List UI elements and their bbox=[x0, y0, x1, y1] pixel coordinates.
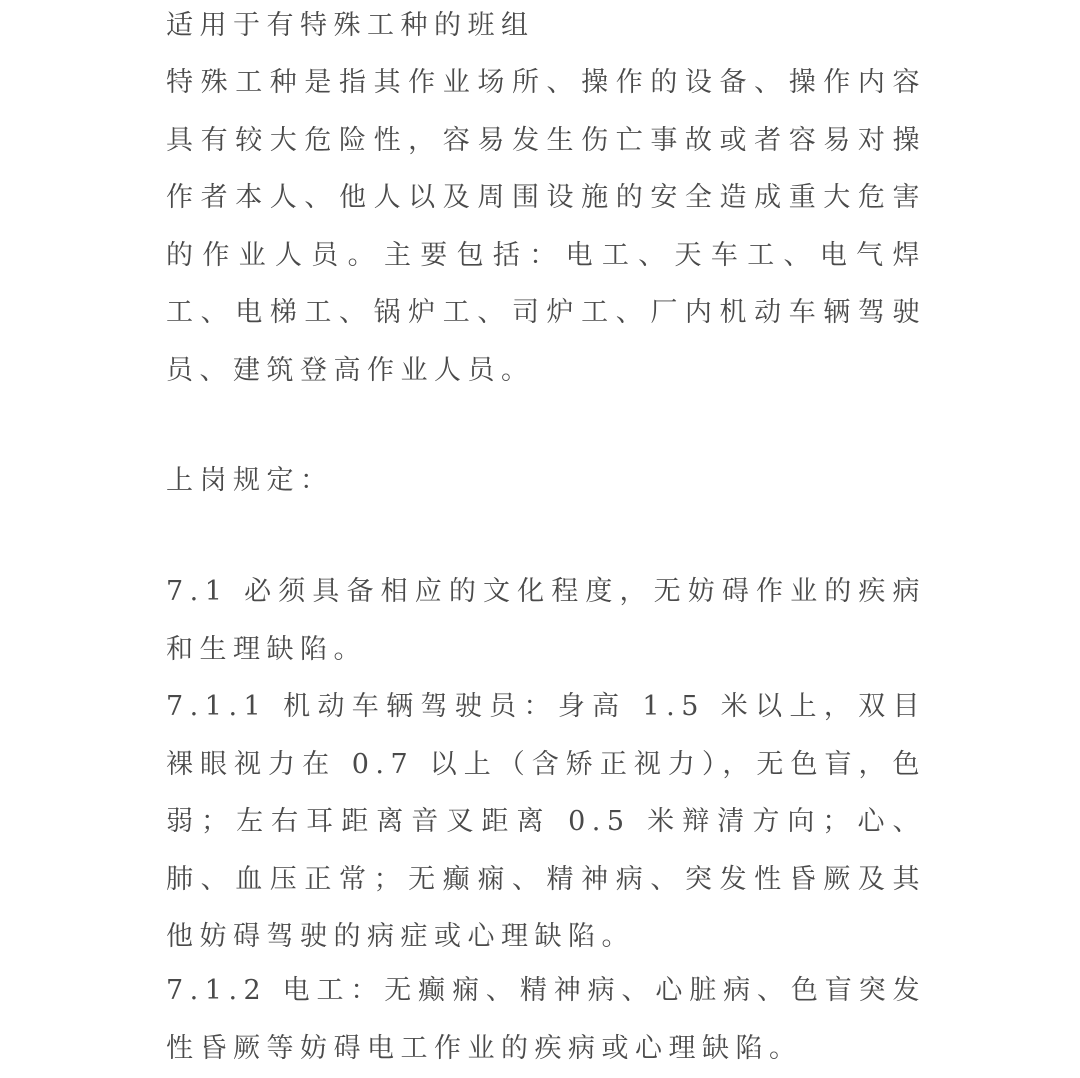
rule-7-1-paragraph: 7.1 必须具备相应的文化程度，无妨碍作业的疾病和生理缺陷。 bbox=[166, 576, 926, 665]
special-trade-definition-paragraph: 特殊工种是指其作业场所、操作的设备、操作内容具有较大危险性，容易发生伤亡事故或者容易对操作者本人、他人以及周围设施的安全造成重大危害的作业人员。主要包括：电工、天车工、电气焊工、电梯工、锅炉工、司炉工、厂内机动车辆驾驶员、建筑登高作业人员。 bbox=[166, 67, 926, 386]
applicable-scope-line: 适用于有特殊工种的班组 bbox=[166, 10, 535, 41]
rule-7-1-1-paragraph: 7.1.1 机动车辆驾驶员：身高 1.5 米以上，双目裸眼视力在 0.7 以上（含矫正视力），无色盲，色弱；左右耳距离音叉距离 0.5 米辩清方向；心、肺、血压正常；无癫痫、精神病、突发性昏厥及其他妨碍驾驶的病症或心理缺陷。 bbox=[166, 691, 926, 952]
section-heading-post-requirements: 上岗规定： bbox=[166, 465, 334, 496]
rule-7-1-2-paragraph: 7.1.2 电工：无癫痫、精神病、心脏病、色盲突发性昏厥等妨碍电工作业的疾病或心理缺陷。 bbox=[166, 975, 926, 1064]
